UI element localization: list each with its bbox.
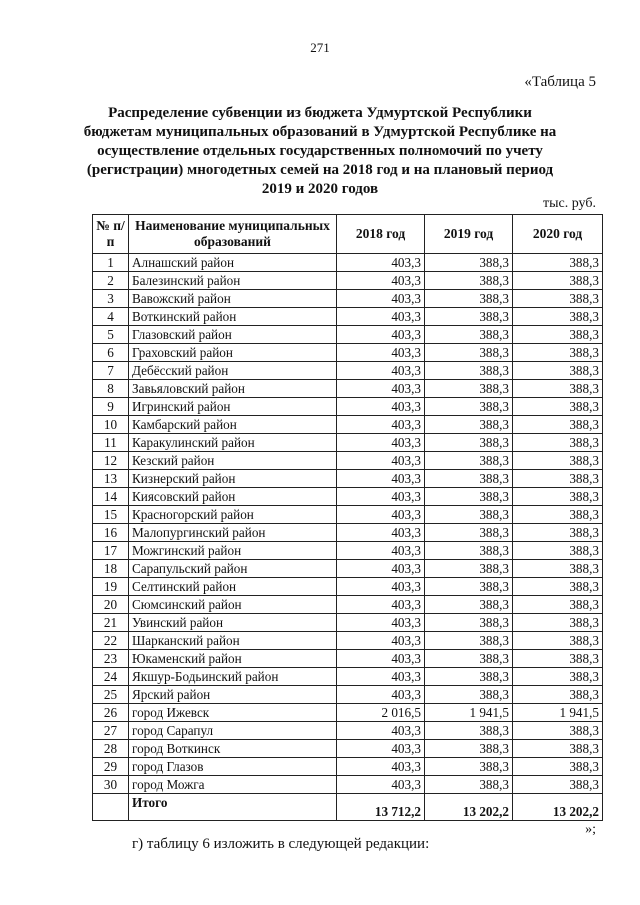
municipality-name-cell: город Можга: [129, 776, 337, 794]
municipality-name-cell: Дебёсский район: [129, 362, 337, 380]
table-row: [93, 704, 603, 722]
value-2019-cell: 388,3: [425, 488, 513, 506]
title-line: (регистрации) многодетных семей на 2018 год и на плановый период: [86, 162, 554, 178]
municipality-name-cell: Каракулинский район: [129, 434, 337, 452]
page-number: 271: [310, 40, 330, 55]
value-2018-cell: 403,3: [337, 524, 425, 542]
header-name: Наименование муниципальных образований: [129, 215, 337, 254]
municipality-name-cell: Кизнерский район: [129, 470, 337, 488]
row-num-cell: 30: [93, 776, 129, 794]
total-2020: 13 202,2: [513, 794, 603, 821]
value-2018-cell: 403,3: [337, 362, 425, 380]
row-num-cell: 2: [93, 272, 129, 290]
table-row: [93, 470, 603, 488]
value-2020-cell: 388,3: [513, 596, 603, 614]
table-row: [93, 740, 603, 758]
document-title: [80, 104, 560, 199]
municipality-name-cell: Кезский район: [129, 452, 337, 470]
title-line: 2019 и 2020 годов: [261, 181, 379, 197]
municipality-name-cell: город Ижевск: [129, 704, 337, 722]
value-2018-cell: 403,3: [337, 470, 425, 488]
value-2019-cell: 388,3: [425, 776, 513, 794]
value-2019-cell: 388,3: [425, 650, 513, 668]
header-2020: 2020 год: [513, 215, 603, 254]
value-2020-cell: 388,3: [513, 668, 603, 686]
table-row: [93, 560, 603, 578]
row-num-cell: 6: [93, 344, 129, 362]
municipality-name-cell: город Сарапул: [129, 722, 337, 740]
value-2019-cell: 388,3: [425, 506, 513, 524]
row-num-cell: 9: [93, 398, 129, 416]
value-2019-cell: 388,3: [425, 614, 513, 632]
value-2020-cell: 388,3: [513, 686, 603, 704]
municipality-name-cell: Ярский район: [129, 686, 337, 704]
table-row: [93, 722, 603, 740]
table-row: [93, 398, 603, 416]
value-2020-cell: 388,3: [513, 398, 603, 416]
value-2020-cell: 388,3: [513, 578, 603, 596]
value-2019-cell: 388,3: [425, 344, 513, 362]
value-2018-cell: 403,3: [337, 722, 425, 740]
municipality-name-cell: Якшур-Бодьинский район: [129, 668, 337, 686]
value-2020-cell: 388,3: [513, 776, 603, 794]
row-num-cell: 22: [93, 632, 129, 650]
table-reference: «Таблица 5: [524, 74, 596, 90]
table-row: [93, 614, 603, 632]
row-num-cell: 15: [93, 506, 129, 524]
value-2019-cell: 388,3: [425, 722, 513, 740]
value-2018-cell: 403,3: [337, 488, 425, 506]
total-num-cell: [93, 794, 129, 821]
municipality-name-cell: Вавожский район: [129, 290, 337, 308]
value-2019-cell: 388,3: [425, 416, 513, 434]
value-2018-cell: 403,3: [337, 254, 425, 272]
value-2018-cell: 403,3: [337, 776, 425, 794]
value-2018-cell: 403,3: [337, 344, 425, 362]
row-num-cell: 16: [93, 524, 129, 542]
total-label: Итого: [129, 794, 337, 821]
value-2019-cell: 388,3: [425, 308, 513, 326]
municipality-name-cell: Граховский район: [129, 344, 337, 362]
value-2020-cell: 1 941,5: [513, 704, 603, 722]
row-num-cell: 8: [93, 380, 129, 398]
value-2020-cell: 388,3: [513, 434, 603, 452]
table-row: [93, 542, 603, 560]
value-2020-cell: 388,3: [513, 380, 603, 398]
table-row: [93, 506, 603, 524]
value-2020-cell: 388,3: [513, 452, 603, 470]
value-2018-cell: 403,3: [337, 614, 425, 632]
value-2020-cell: 388,3: [513, 542, 603, 560]
units-label: тыс. руб.: [543, 196, 596, 211]
value-2019-cell: 388,3: [425, 740, 513, 758]
table-row: [93, 308, 603, 326]
table-row: [93, 254, 603, 272]
municipality-name-cell: Завьяловский район: [129, 380, 337, 398]
row-num-cell: 17: [93, 542, 129, 560]
value-2020-cell: 388,3: [513, 560, 603, 578]
row-num-cell: 18: [93, 560, 129, 578]
header-2019: 2019 год: [425, 215, 513, 254]
municipality-name-cell: Киясовский район: [129, 488, 337, 506]
municipality-name-cell: Глазовский район: [129, 326, 337, 344]
value-2018-cell: 403,3: [337, 326, 425, 344]
total-row: [93, 794, 603, 821]
value-2019-cell: 388,3: [425, 290, 513, 308]
municipality-name-cell: Камбарский район: [129, 416, 337, 434]
value-2018-cell: 403,3: [337, 506, 425, 524]
value-2019-cell: 388,3: [425, 398, 513, 416]
municipality-name-cell: Малопургинский район: [129, 524, 337, 542]
row-num-cell: 7: [93, 362, 129, 380]
header-2018: 2018 год: [337, 215, 425, 254]
value-2018-cell: 403,3: [337, 434, 425, 452]
table-row: [93, 434, 603, 452]
value-2020-cell: 388,3: [513, 632, 603, 650]
value-2019-cell: 388,3: [425, 758, 513, 776]
value-2018-cell: 403,3: [337, 740, 425, 758]
row-num-cell: 13: [93, 470, 129, 488]
municipality-name-cell: город Глазов: [129, 758, 337, 776]
municipality-name-cell: Балезинский район: [129, 272, 337, 290]
title-line: Распределение субвенции из бюджета Удмуртской Республики: [108, 105, 532, 121]
municipality-name-cell: Шарканский район: [129, 632, 337, 650]
value-2020-cell: 388,3: [513, 362, 603, 380]
row-num-cell: 11: [93, 434, 129, 452]
row-num-cell: 20: [93, 596, 129, 614]
row-num-cell: 28: [93, 740, 129, 758]
value-2019-cell: 388,3: [425, 686, 513, 704]
value-2019-cell: 388,3: [425, 326, 513, 344]
value-2019-cell: 388,3: [425, 362, 513, 380]
value-2018-cell: 403,3: [337, 290, 425, 308]
table-row: [93, 488, 603, 506]
value-2020-cell: 388,3: [513, 524, 603, 542]
table-row: [93, 290, 603, 308]
value-2019-cell: 388,3: [425, 668, 513, 686]
value-2018-cell: 403,3: [337, 272, 425, 290]
value-2018-cell: 403,3: [337, 416, 425, 434]
row-num-cell: 29: [93, 758, 129, 776]
value-2019-cell: 388,3: [425, 578, 513, 596]
table-row: [93, 272, 603, 290]
total-2018: 13 712,2: [337, 794, 425, 821]
municipality-name-cell: Алнашский район: [129, 254, 337, 272]
table-row: [93, 596, 603, 614]
municipality-name-cell: Можгинский район: [129, 542, 337, 560]
header-num: № п/п: [93, 215, 129, 254]
value-2020-cell: 388,3: [513, 326, 603, 344]
row-num-cell: 25: [93, 686, 129, 704]
row-num-cell: 3: [93, 290, 129, 308]
row-num-cell: 21: [93, 614, 129, 632]
row-num-cell: 23: [93, 650, 129, 668]
table-header-row: [93, 215, 603, 254]
row-num-cell: 24: [93, 668, 129, 686]
row-num-cell: 5: [93, 326, 129, 344]
value-2019-cell: 388,3: [425, 524, 513, 542]
municipality-name-cell: Красногорский район: [129, 506, 337, 524]
value-2019-cell: 388,3: [425, 542, 513, 560]
row-num-cell: 4: [93, 308, 129, 326]
value-2018-cell: 403,3: [337, 380, 425, 398]
value-2019-cell: 388,3: [425, 434, 513, 452]
table-row: [93, 668, 603, 686]
value-2020-cell: 388,3: [513, 470, 603, 488]
value-2019-cell: 388,3: [425, 452, 513, 470]
value-2019-cell: 388,3: [425, 254, 513, 272]
value-2018-cell: 403,3: [337, 686, 425, 704]
value-2018-cell: 403,3: [337, 668, 425, 686]
value-2020-cell: 388,3: [513, 308, 603, 326]
value-2019-cell: 388,3: [425, 380, 513, 398]
row-num-cell: 19: [93, 578, 129, 596]
municipality-name-cell: Юкаменский район: [129, 650, 337, 668]
value-2018-cell: 403,3: [337, 578, 425, 596]
value-2019-cell: 388,3: [425, 470, 513, 488]
municipality-name-cell: Сюмсинский район: [129, 596, 337, 614]
municipality-name-cell: город Воткинск: [129, 740, 337, 758]
table-row: [93, 758, 603, 776]
value-2019-cell: 388,3: [425, 560, 513, 578]
subvention-table: [92, 214, 603, 821]
row-num-cell: 1: [93, 254, 129, 272]
value-2020-cell: 388,3: [513, 344, 603, 362]
value-2020-cell: 388,3: [513, 488, 603, 506]
row-num-cell: 27: [93, 722, 129, 740]
value-2019-cell: 388,3: [425, 596, 513, 614]
value-2020-cell: 388,3: [513, 614, 603, 632]
table-row: [93, 776, 603, 794]
title-line: осуществление отдельных государственных полномочий по учету: [97, 143, 543, 159]
total-2019: 13 202,2: [425, 794, 513, 821]
value-2018-cell: 403,3: [337, 632, 425, 650]
table-row: [93, 326, 603, 344]
municipality-name-cell: Игринский район: [129, 398, 337, 416]
table-row: [93, 578, 603, 596]
municipality-name-cell: Селтинский район: [129, 578, 337, 596]
title-line: бюджетам муниципальных образований в Удмуртской Республике на: [83, 124, 557, 140]
row-num-cell: 12: [93, 452, 129, 470]
row-num-cell: 10: [93, 416, 129, 434]
value-2020-cell: 388,3: [513, 650, 603, 668]
municipality-name-cell: Увинский район: [129, 614, 337, 632]
table-row: [93, 344, 603, 362]
value-2018-cell: 403,3: [337, 452, 425, 470]
table-row: [93, 632, 603, 650]
value-2020-cell: 388,3: [513, 254, 603, 272]
table-row: [93, 362, 603, 380]
table-row: [93, 524, 603, 542]
value-2018-cell: 2 016,5: [337, 704, 425, 722]
table-body: [93, 254, 603, 794]
value-2018-cell: 403,3: [337, 308, 425, 326]
value-2020-cell: 388,3: [513, 506, 603, 524]
value-2020-cell: 388,3: [513, 758, 603, 776]
value-2020-cell: 388,3: [513, 740, 603, 758]
table-row: [93, 452, 603, 470]
table-row: [93, 380, 603, 398]
table-row: [93, 650, 603, 668]
municipality-name-cell: Сарапульский район: [129, 560, 337, 578]
value-2018-cell: 403,3: [337, 542, 425, 560]
value-2020-cell: 388,3: [513, 290, 603, 308]
row-num-cell: 26: [93, 704, 129, 722]
table-row: [93, 416, 603, 434]
row-num-cell: 14: [93, 488, 129, 506]
closing-quote: »;: [585, 822, 596, 837]
value-2018-cell: 403,3: [337, 560, 425, 578]
value-2020-cell: 388,3: [513, 272, 603, 290]
value-2019-cell: 388,3: [425, 632, 513, 650]
value-2018-cell: 403,3: [337, 650, 425, 668]
value-2020-cell: 388,3: [513, 416, 603, 434]
value-2018-cell: 403,3: [337, 398, 425, 416]
value-2020-cell: 388,3: [513, 722, 603, 740]
municipality-name-cell: Воткинский район: [129, 308, 337, 326]
value-2018-cell: 403,3: [337, 758, 425, 776]
instruction-text: г) таблицу 6 изложить в следующей редакции:: [132, 836, 430, 852]
table-row: [93, 686, 603, 704]
value-2019-cell: 1 941,5: [425, 704, 513, 722]
value-2019-cell: 388,3: [425, 272, 513, 290]
value-2018-cell: 403,3: [337, 596, 425, 614]
